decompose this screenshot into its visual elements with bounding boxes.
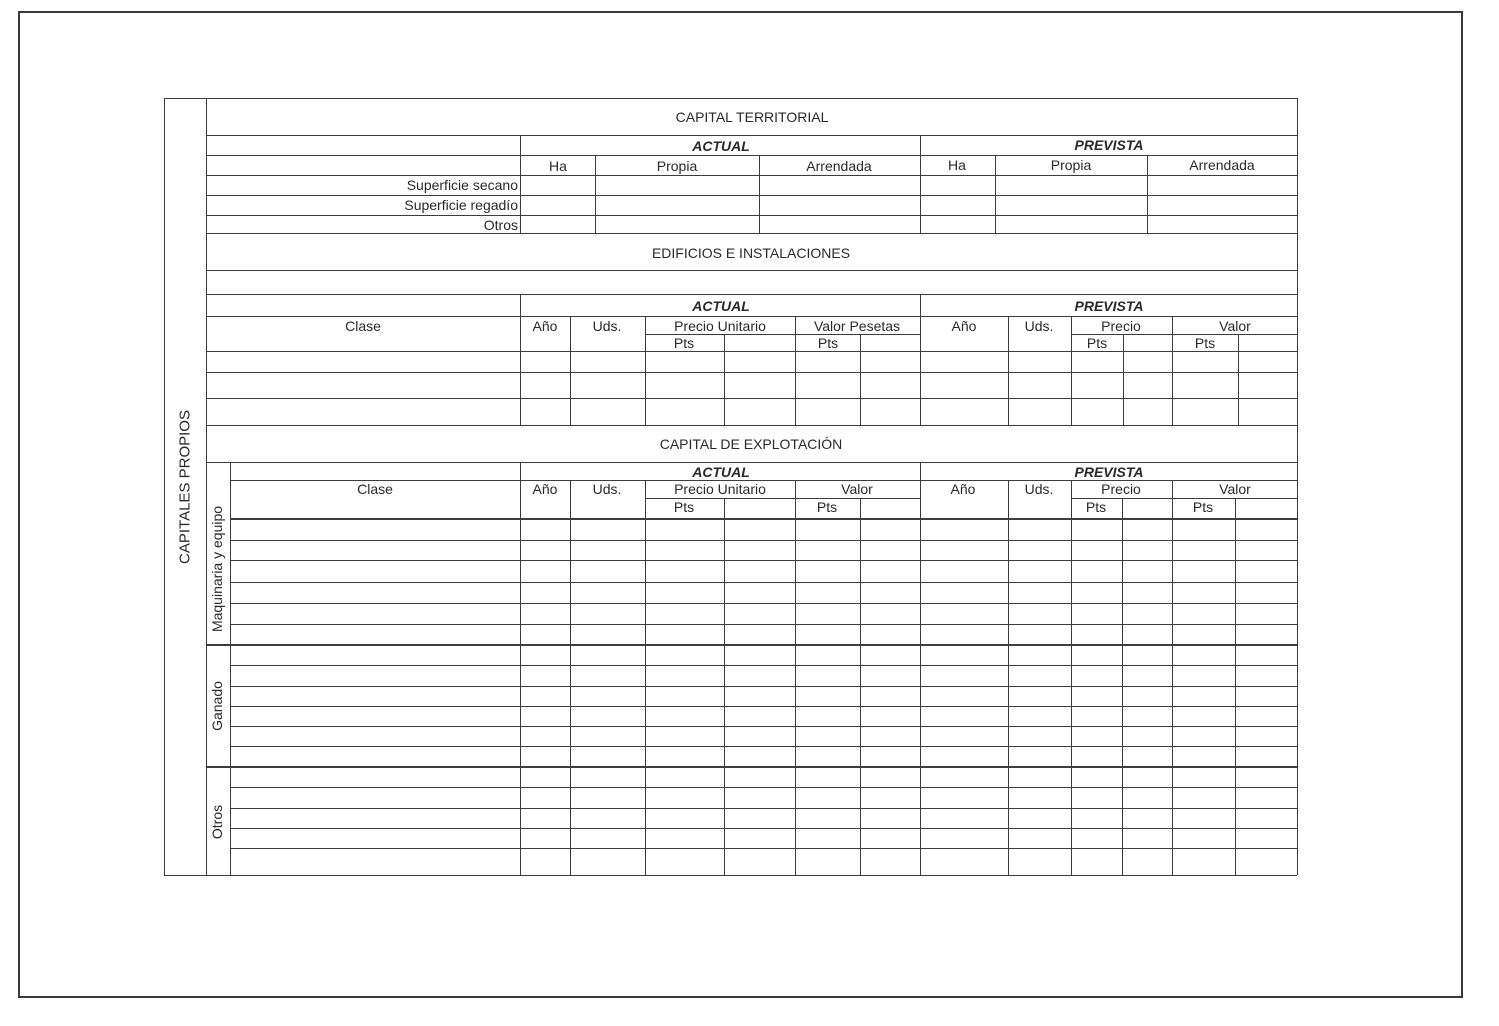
explotacion-col-ano-prevista: Año <box>950 481 976 497</box>
grid-line <box>230 848 1297 849</box>
territorial-col-ha-actual: Ha <box>549 158 567 174</box>
grid-line <box>230 665 1297 666</box>
edificios-actual-header: ACTUAL <box>692 298 750 314</box>
grid-line <box>206 462 1297 463</box>
grid-line <box>645 498 920 499</box>
edificios-col-ano-prevista: Año <box>951 318 977 334</box>
grid-line <box>206 155 1297 156</box>
territorial-actual-header: ACTUAL <box>692 138 750 154</box>
explotacion-pts-valor-actual: Pts <box>816 499 838 515</box>
grid-line <box>206 294 1297 295</box>
grid-line <box>1071 334 1297 335</box>
edificios-title: EDIFICIOS E INSTALACIONES <box>651 245 851 261</box>
grid-line <box>920 462 921 875</box>
group-label-ganado: Ganado <box>209 681 225 731</box>
side-label-capitales-propios: CAPITALES PROPIOS <box>176 410 194 564</box>
territorial-col-propia-actual: Propia <box>656 158 698 174</box>
grid-line <box>230 726 1297 727</box>
grid-line <box>230 540 1297 541</box>
explotacion-actual-header: ACTUAL <box>692 464 750 480</box>
territorial-col-ha-prevista: Ha <box>948 157 966 173</box>
grid-line <box>1238 334 1239 425</box>
grid-line <box>860 334 861 425</box>
grid-line <box>230 706 1297 707</box>
grid-line <box>230 462 231 875</box>
grid-line <box>1147 155 1148 233</box>
explotacion-col-clase: Clase <box>357 481 393 497</box>
grid-line <box>230 518 1297 520</box>
territorial-col-arrendada-prevista: Arrendada <box>1189 157 1255 173</box>
explotacion-col-uds-prevista: Uds. <box>1024 481 1054 497</box>
grid-line <box>164 98 165 875</box>
territorial-prevista-header: PREVISTA <box>1074 137 1144 153</box>
explotacion-col-precio-unitario: Precio Unitario <box>674 481 766 497</box>
grid-line <box>795 316 796 425</box>
edificios-col-uds-prevista: Uds. <box>1024 318 1054 334</box>
grid-line <box>164 875 1297 876</box>
grid-line <box>724 334 725 425</box>
grid-line <box>570 316 571 425</box>
grid-line <box>230 686 1297 687</box>
grid-line <box>645 316 646 425</box>
grid-line <box>230 787 1297 788</box>
grid-line <box>206 270 1297 271</box>
grid-line <box>995 155 996 233</box>
grid-line <box>206 372 1297 373</box>
edificios-col-ano-actual: Año <box>532 318 558 334</box>
grid-line <box>206 351 1297 352</box>
grid-line <box>1008 316 1009 425</box>
group-label-otros: Otros <box>209 804 225 840</box>
row-label-otros: Otros <box>483 217 518 233</box>
grid-line <box>920 294 921 425</box>
grid-line <box>230 746 1297 747</box>
grid-line <box>595 155 596 233</box>
grid-line <box>1297 98 1298 875</box>
edificios-pts-valor-prevista: Pts <box>1194 335 1216 351</box>
explotacion-col-valor-actual: Valor <box>841 481 873 497</box>
explotacion-title: CAPITAL DE EXPLOTACIÓN <box>659 436 843 452</box>
grid-line <box>230 582 1297 583</box>
grid-line <box>230 828 1297 829</box>
edificios-prevista-header: PREVISTA <box>1074 298 1144 314</box>
explotacion-pts-precio-actual: Pts <box>673 499 695 515</box>
edificios-col-clase: Clase <box>345 318 381 334</box>
edificios-pts-precio-actual: Pts <box>673 335 695 351</box>
explotacion-col-uds-actual: Uds. <box>592 481 622 497</box>
grid-line <box>520 462 521 875</box>
edificios-pts-valor-actual: Pts <box>817 335 839 351</box>
grid-line <box>1071 316 1072 425</box>
territorial-col-arrendada-actual: Arrendada <box>806 158 872 174</box>
grid-line <box>1172 316 1173 425</box>
grid-line <box>206 233 1297 234</box>
explotacion-col-precio-prevista: Precio <box>1101 481 1141 497</box>
explotacion-col-valor-prevista: Valor <box>1219 481 1251 497</box>
row-label-superficie-secano: Superficie secano <box>406 177 518 193</box>
grid-line <box>206 425 1297 426</box>
grid-line <box>230 603 1297 604</box>
territorial-col-propia-prevista: Propia <box>1050 157 1092 173</box>
grid-line <box>645 334 920 335</box>
grid-line <box>520 135 521 233</box>
edificios-col-valor-pesetas: Valor Pesetas <box>813 318 901 334</box>
group-label-maquinaria: Maquinaria y equipo <box>209 505 225 633</box>
grid-line <box>164 98 1297 99</box>
explotacion-pts-precio-prevista: Pts <box>1085 499 1107 515</box>
grid-line <box>206 398 1297 399</box>
grid-line <box>1071 498 1297 499</box>
grid-line <box>520 294 521 425</box>
grid-line <box>230 560 1297 561</box>
grid-line <box>759 155 760 233</box>
grid-line <box>1123 334 1124 425</box>
grid-line <box>230 624 1297 625</box>
grid-line <box>206 175 1297 176</box>
explotacion-col-ano-actual: Año <box>532 481 558 497</box>
edificios-col-precio-prevista: Precio <box>1101 318 1141 334</box>
territorial-title: CAPITAL TERRITORIAL <box>675 109 829 125</box>
grid-line <box>206 215 1297 216</box>
grid-line <box>230 480 1297 481</box>
edificios-col-uds-actual: Uds. <box>592 318 622 334</box>
edificios-col-precio-unitario: Precio Unitario <box>674 318 766 334</box>
grid-line <box>206 195 1297 196</box>
row-label-superficie-regadio: Superficie regadío <box>404 197 518 213</box>
edificios-pts-precio-prevista: Pts <box>1086 335 1108 351</box>
explotacion-pts-valor-prevista: Pts <box>1192 499 1214 515</box>
grid-line <box>206 766 1297 768</box>
grid-line <box>920 135 921 233</box>
grid-line <box>206 644 1297 646</box>
explotacion-prevista-header: PREVISTA <box>1074 464 1144 480</box>
edificios-col-valor-prevista: Valor <box>1219 318 1251 334</box>
grid-line <box>206 316 1297 317</box>
grid-line <box>230 808 1297 809</box>
grid-line <box>206 135 1297 136</box>
